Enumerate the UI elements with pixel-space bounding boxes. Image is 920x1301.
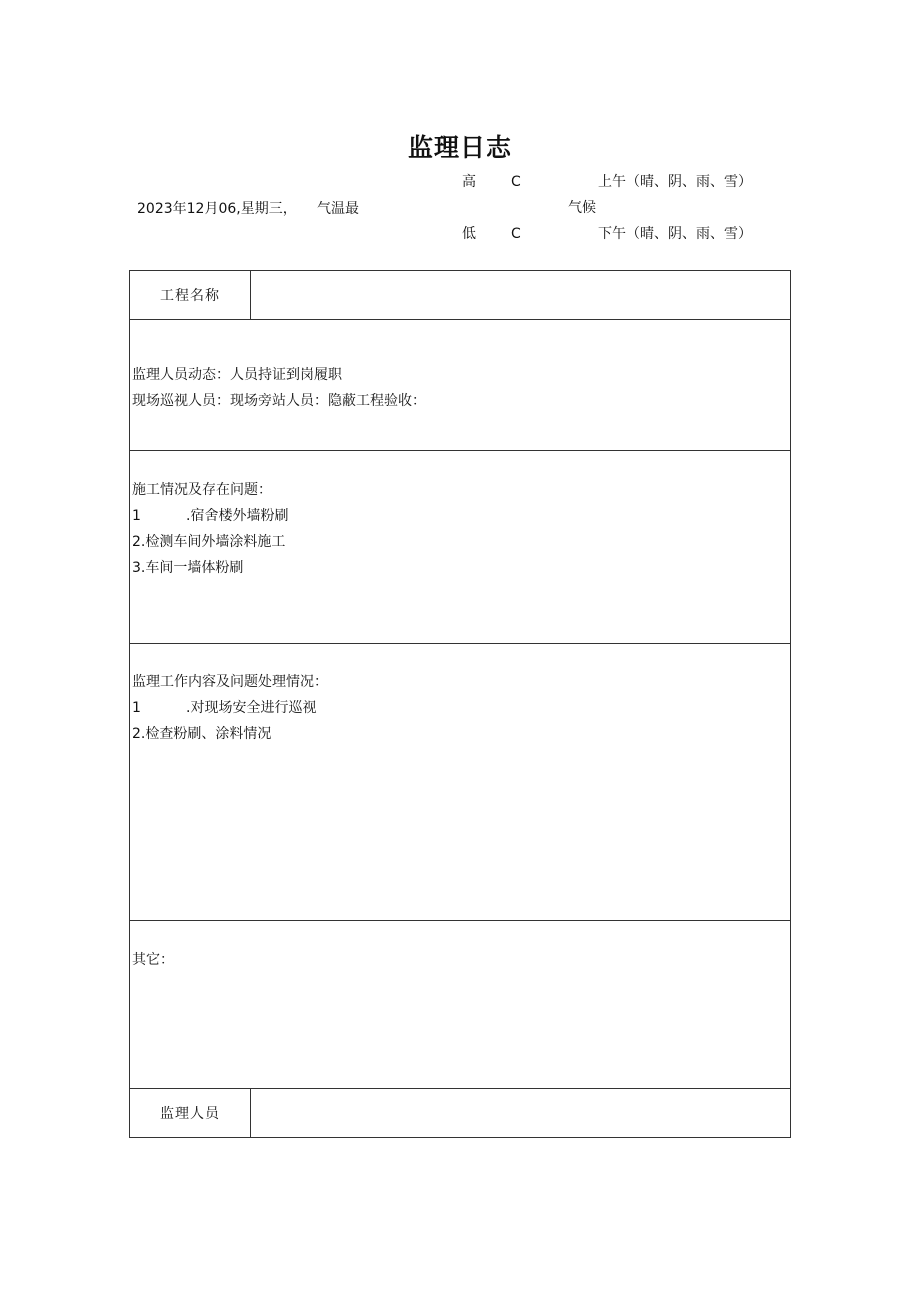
project-row [130, 271, 791, 320]
item-number: 1 [132, 508, 141, 524]
construction-item [132, 529, 790, 555]
weather-am: 上午（晴、阴、雨、雪） [598, 174, 752, 190]
page-title: 监理日志 [407, 133, 512, 162]
project-label: 工程名称 [130, 271, 251, 320]
supervision-row [130, 644, 791, 921]
supervision-item [132, 695, 790, 721]
item-text: 3.车间一墙体粉刷 [132, 560, 244, 576]
temp-high-unit: C [511, 174, 521, 190]
temp-low-label: 低 [462, 226, 476, 242]
other-row [130, 921, 791, 1089]
item-text: 2.检测车间外墙涂料施工 [132, 534, 286, 550]
item-text: 2.检查粉刷、涂料情况 [132, 726, 272, 742]
item-number: 1 [132, 700, 141, 716]
construction-row [130, 451, 791, 644]
temp-low-unit: C [511, 226, 521, 242]
supervisor-row [130, 1089, 791, 1138]
staff-line-2: 现场巡视人员：现场旁站人员：隐蔽工程验收： [132, 393, 426, 409]
temp-high-label: 高 [462, 174, 476, 190]
construction-section [130, 451, 791, 644]
other-heading: 其它： [132, 952, 174, 968]
other-section [130, 921, 791, 1089]
supervision-item [132, 721, 790, 747]
climate-label: 气候 [568, 200, 596, 216]
item-text: .宿舍楼外墙粉刷 [186, 508, 289, 524]
temp-label: 气温最 [317, 201, 359, 217]
project-value[interactable] [251, 271, 791, 320]
staff-line-1: 监理人员动态：人员持证到岗履职 [132, 367, 342, 383]
construction-heading: 施工情况及存在问题： [132, 482, 272, 498]
construction-item [132, 503, 790, 529]
weather-pm: 下午（晴、阴、雨、雪） [598, 226, 752, 242]
supervisor-label: 监理人员 [130, 1089, 251, 1138]
staff-section [130, 320, 791, 451]
supervisor-value[interactable] [251, 1089, 791, 1138]
date-text: 2023年12月06,星期三， [137, 201, 297, 217]
construction-item [132, 555, 790, 581]
log-table [129, 270, 791, 1138]
staff-row [130, 320, 791, 451]
item-text: .对现场安全进行巡视 [186, 700, 317, 716]
supervision-heading: 监理工作内容及问题处理情况： [132, 674, 328, 690]
supervision-section [130, 644, 791, 921]
